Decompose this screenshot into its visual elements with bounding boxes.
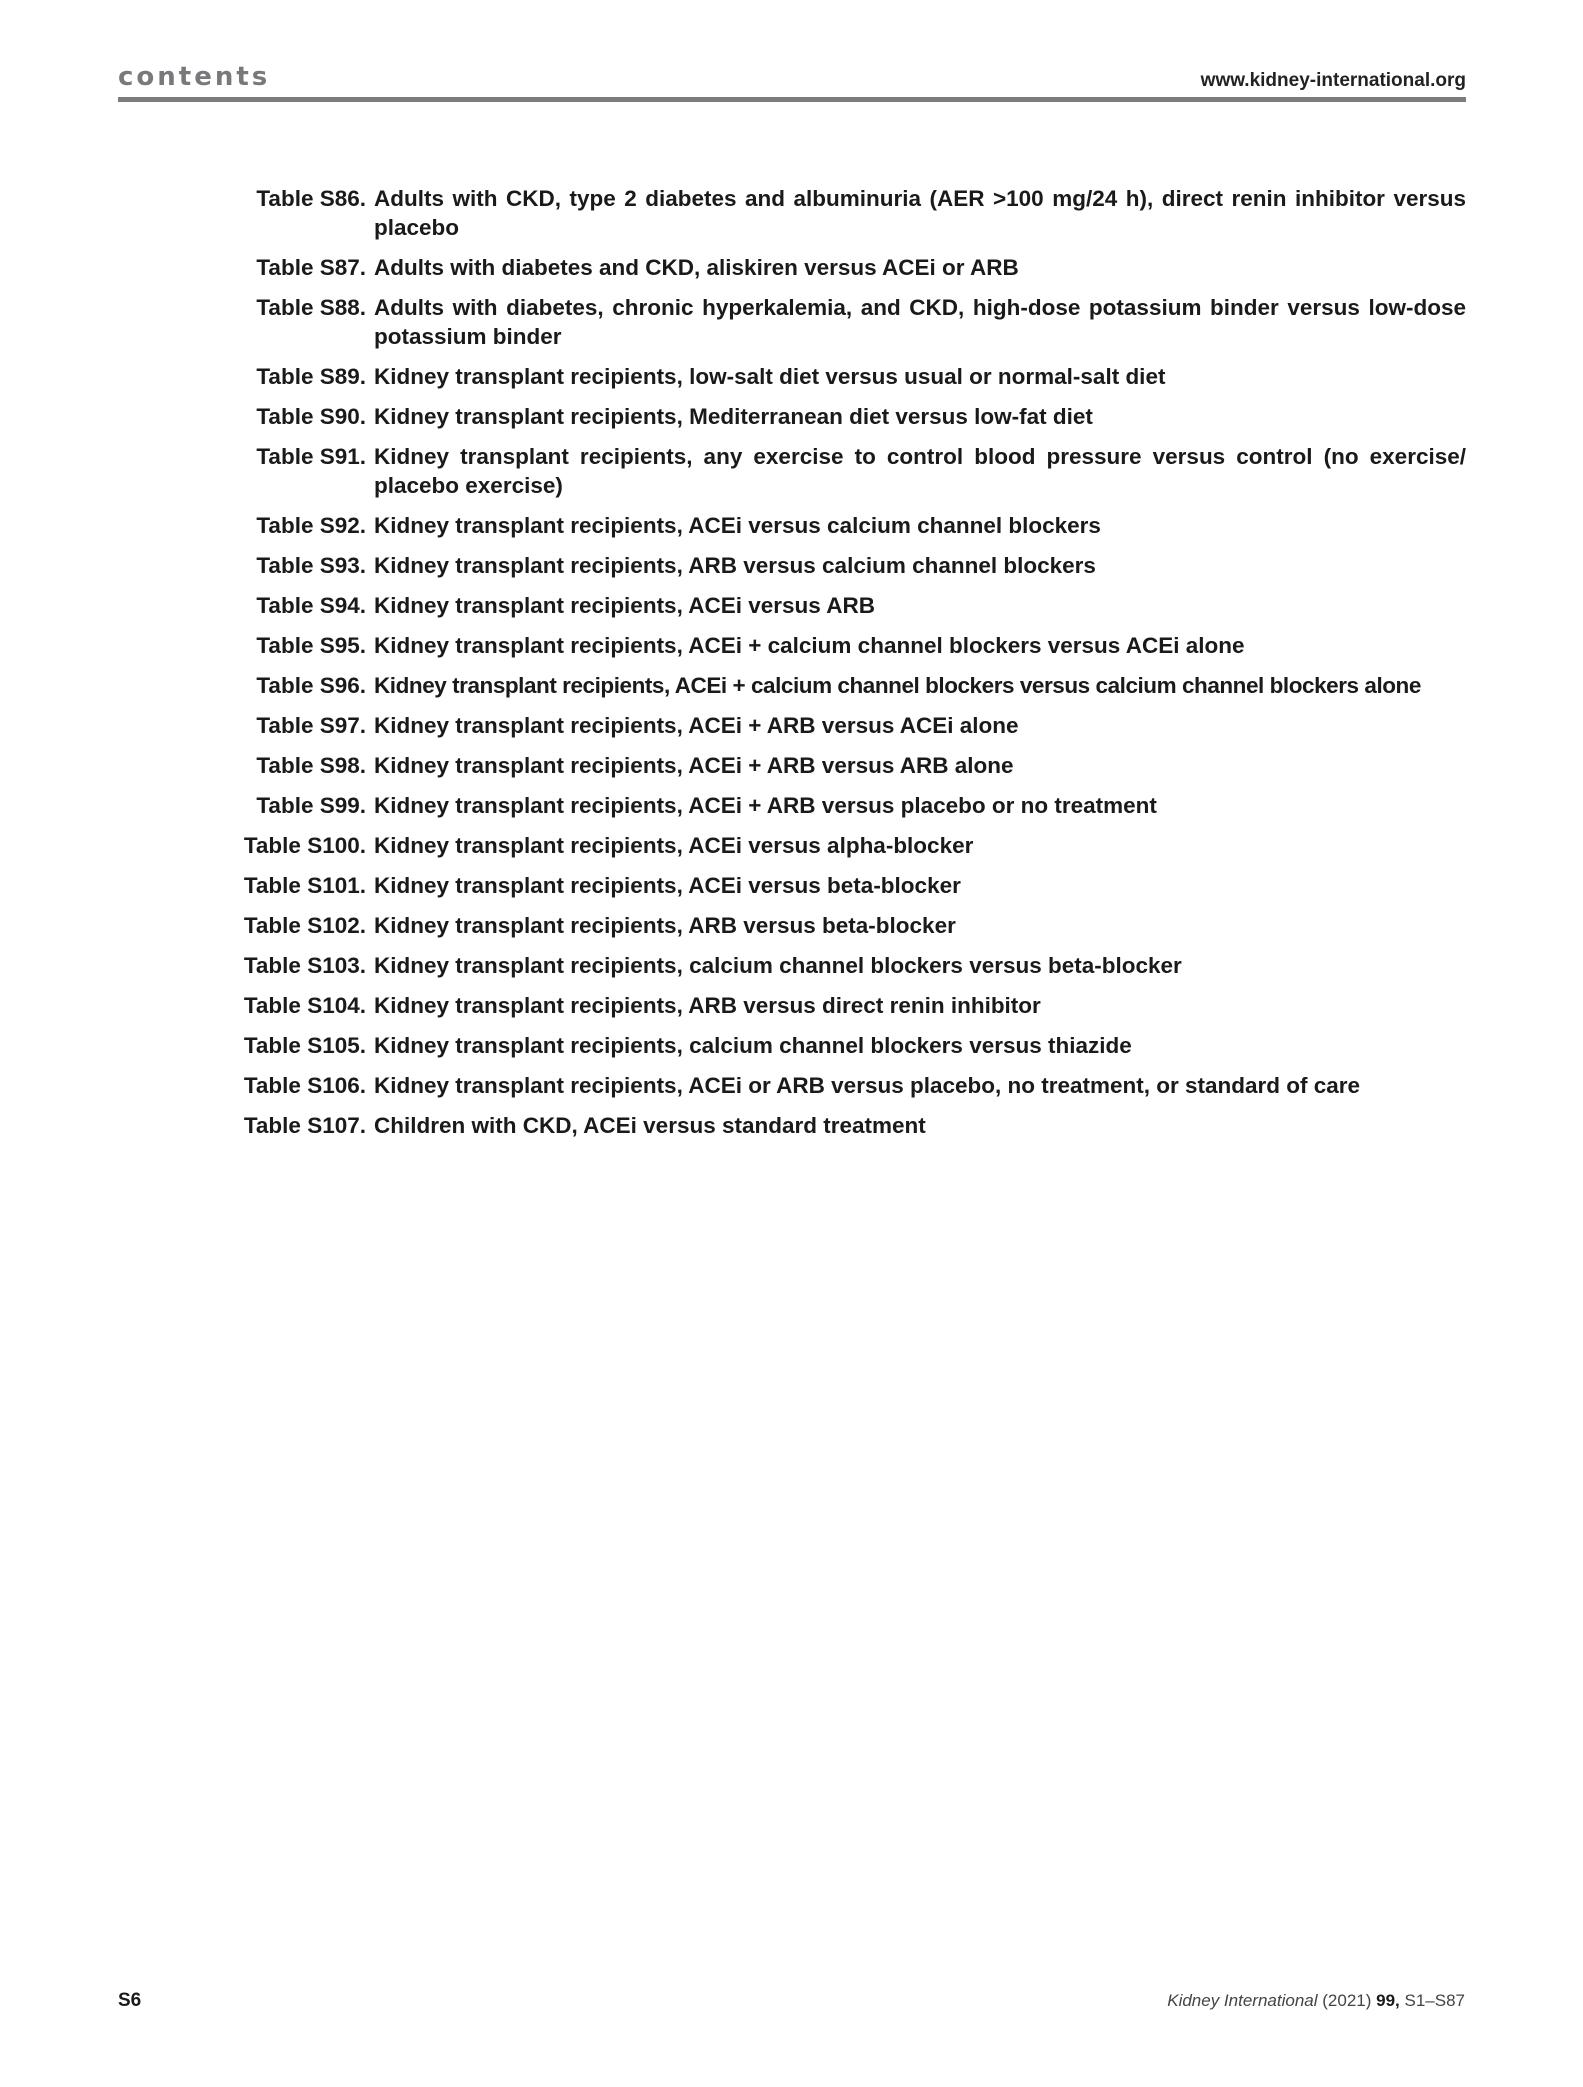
toc-entry-label: Table S103. — [243, 953, 366, 978]
toc-entry-label: Table S95. — [256, 633, 366, 658]
toc-entry-label: Table S96. — [256, 673, 366, 698]
toc-entry[interactable] — [0, 1031, 1583, 1060]
toc-entry[interactable] — [0, 951, 1583, 980]
journal-citation — [1167, 1991, 1465, 2011]
toc-entry-label: Table S90. — [256, 404, 366, 429]
toc-entry-label: Table S91. — [256, 444, 366, 469]
toc-entry[interactable] — [0, 1071, 1583, 1100]
journal-name: Kidney International — [1167, 1991, 1318, 2010]
toc-entry-label: Table S107. — [243, 1113, 366, 1138]
toc-entry[interactable] — [0, 253, 1583, 282]
toc-entry-title: Kidney transplant recipients, ARB versus calcium channel blockers — [374, 553, 1096, 578]
toc-entry-title: Kidney transplant recipients, ACEi + calcium channel blockers versus calcium channel blockers alone — [374, 673, 1421, 698]
toc-entry-title: Kidney transplant recipients, ARB versus beta-blocker — [374, 913, 956, 938]
toc-entry[interactable] — [0, 551, 1583, 580]
toc-entry-label: Table S100. — [243, 833, 366, 858]
toc-entry-title: Adults with CKD, type 2 diabetes and albuminuria (AER >100 mg/24 h), direct renin inhibitor versus placebo — [374, 186, 1466, 240]
toc-entry-title: Kidney transplant recipients, calcium channel blockers versus thiazide — [374, 1033, 1132, 1058]
toc-entry[interactable] — [0, 631, 1583, 660]
toc-entry-title: Kidney transplant recipients, ACEi + calcium channel blockers versus ACEi alone — [374, 633, 1245, 658]
page-number: S6 — [118, 1990, 142, 2011]
toc-entry[interactable] — [0, 1111, 1583, 1140]
toc-entry-label: Table S98. — [256, 753, 366, 778]
toc-entry-title: Kidney transplant recipients, ACEi versus alpha-blocker — [374, 833, 974, 858]
toc-entry-label: Table S92. — [256, 513, 366, 538]
toc-entry-title: Kidney transplant recipients, ACEi versus ARB — [374, 593, 875, 618]
toc-entry[interactable] — [0, 911, 1583, 940]
toc-entry[interactable] — [0, 591, 1583, 620]
toc-entry-title: Kidney transplant recipients, ACEi or ARB versus placebo, no treatment, or standard of care — [374, 1073, 1361, 1098]
volume-number: 99, — [1376, 1991, 1400, 2010]
toc-entry-label: Table S87. — [256, 255, 366, 280]
toc-entry-label: Table S101. — [243, 873, 366, 898]
publication-year: (2021) — [1322, 1991, 1372, 2010]
toc-entry-title: Kidney transplant recipients, low-salt diet versus usual or normal-salt diet — [374, 364, 1166, 389]
toc-entry-label: Table S104. — [243, 993, 366, 1018]
toc-entry-label: Table S86. — [256, 186, 366, 211]
toc-entry-title: Adults with diabetes and CKD, aliskiren versus ACEi or ARB — [374, 255, 1019, 280]
toc-entry[interactable] — [0, 991, 1583, 1020]
toc-entry-title: Kidney transplant recipients, ACEi + ARB versus ARB alone — [374, 753, 1014, 778]
toc-entry[interactable] — [0, 831, 1583, 860]
toc-entry-title: Kidney transplant recipients, ACEi + ARB versus placebo or no treatment — [374, 793, 1157, 818]
toc-entry-title: Adults with diabetes, chronic hyperkalemia, and CKD, high-dose potassium binder versus low-dose potassium binder — [374, 295, 1466, 349]
header-divider — [118, 97, 1466, 102]
toc-entry-title: Kidney transplant recipients, ACEi + ARB versus ACEi alone — [374, 713, 1019, 738]
toc-entry-title: Kidney transplant recipients, any exercise to control blood pressure versus control (no exercise/ placebo exercise) — [374, 444, 1466, 498]
toc-entry-title: Kidney transplant recipients, ACEi versus beta-blocker — [374, 873, 961, 898]
toc-entry-label: Table S93. — [256, 553, 366, 578]
toc-entry[interactable] — [0, 871, 1583, 900]
toc-entry-label: Table S99. — [256, 793, 366, 818]
toc-entry[interactable] — [0, 791, 1583, 820]
toc-entry-label: Table S105. — [243, 1033, 366, 1058]
toc-entry-title: Kidney transplant recipients, calcium channel blockers versus beta-blocker — [374, 953, 1182, 978]
toc-entry[interactable] — [0, 184, 1583, 242]
toc-entry[interactable] — [0, 751, 1583, 780]
toc-entry-label: Table S106. — [243, 1073, 366, 1098]
toc-entry-label: Table S94. — [256, 593, 366, 618]
toc-entry[interactable] — [0, 362, 1583, 391]
toc-entry[interactable] — [0, 293, 1583, 351]
toc-entry-title: Kidney transplant recipients, Mediterranean diet versus low-fat diet — [374, 404, 1093, 429]
toc-entry-label: Table S102. — [243, 913, 366, 938]
toc-entry[interactable] — [0, 442, 1583, 500]
toc-entry-title: Children with CKD, ACEi versus standard treatment — [374, 1113, 926, 1138]
journal-url[interactable]: www.kidney-international.org — [1200, 70, 1466, 91]
toc-entry[interactable] — [0, 511, 1583, 540]
toc-entry-label: Table S89. — [256, 364, 366, 389]
table-of-contents — [0, 184, 1583, 1151]
page-range: S1–S87 — [1404, 1991, 1465, 2010]
toc-entry-title: Kidney transplant recipients, ARB versus direct renin inhibitor — [374, 993, 1041, 1018]
toc-entry-title: Kidney transplant recipients, ACEi versus calcium channel blockers — [374, 513, 1101, 538]
toc-entry-label: Table S88. — [256, 295, 366, 320]
toc-entry[interactable] — [0, 671, 1583, 700]
toc-entry[interactable] — [0, 402, 1583, 431]
toc-entry-label: Table S97. — [256, 713, 366, 738]
toc-entry[interactable] — [0, 711, 1583, 740]
section-label: contents — [118, 62, 271, 92]
